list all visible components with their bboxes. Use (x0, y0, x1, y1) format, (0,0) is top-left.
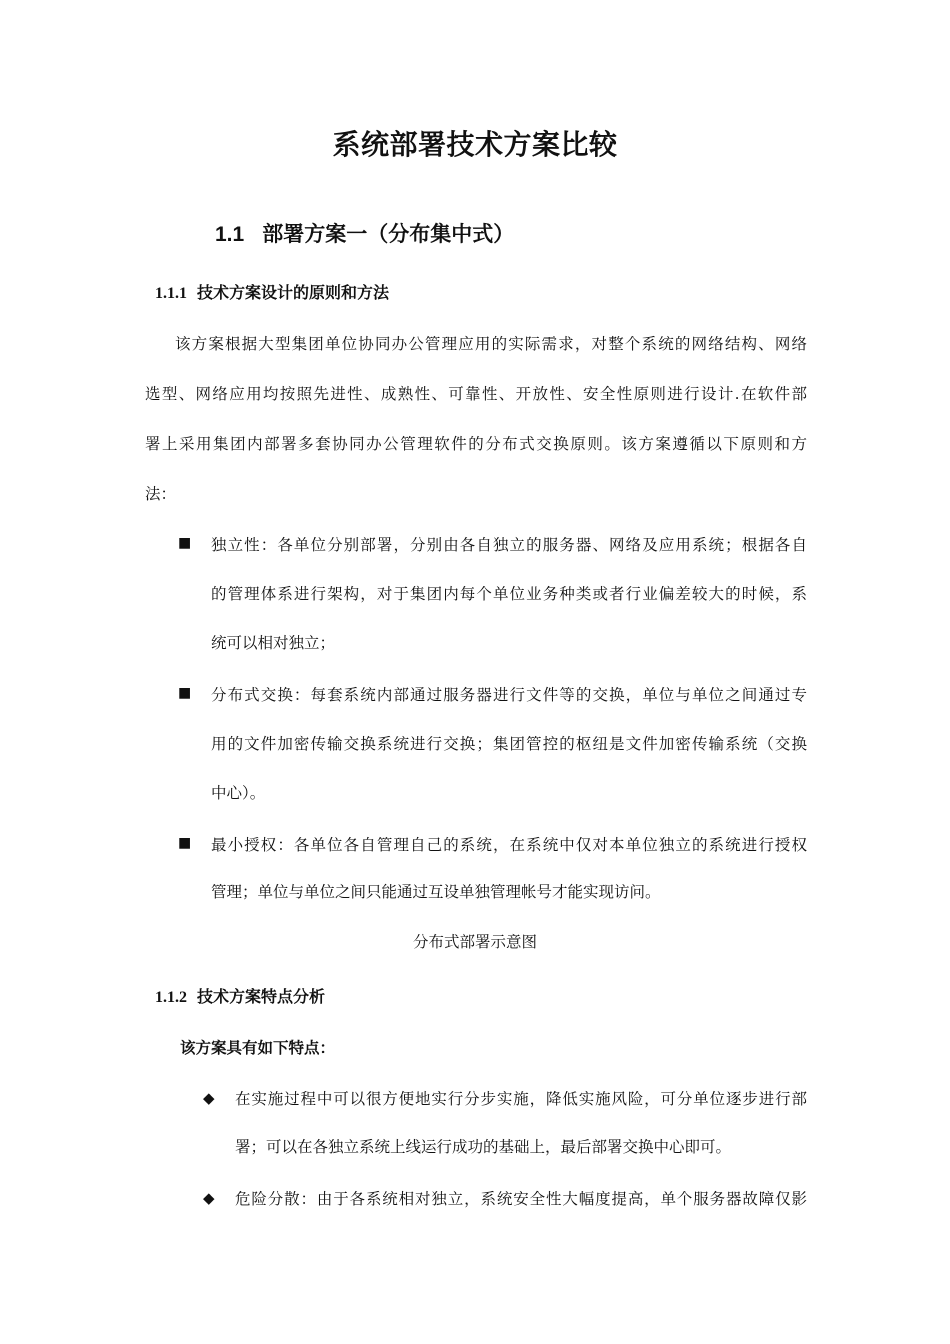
subsection-number: 1.1.1 (155, 285, 187, 302)
subsection-title: 技术方案特点分析 (197, 987, 326, 1006)
subsection-title: 技术方案设计的原则和方法 (197, 283, 390, 302)
square-bullet-icon: ■ (178, 535, 192, 551)
section-number: 1.1 (215, 223, 245, 246)
paragraph-line: 选型、网络应用均按照先进性、成熟性、可靠性、开放性、安全性原则进行设计.在软件部 (145, 385, 807, 403)
subsection-heading-1-1-2 (155, 984, 325, 1007)
section-heading-1-1 (215, 218, 514, 248)
list-item-line: 危险分散：由于各系统相对独立，系统安全性大幅度提高，单个服务器故障仅影 (235, 1190, 807, 1208)
list-item-line: 用的文件加密传输交换系统进行交换；集团管控的枢纽是文件加密传输系统（交换 (211, 735, 807, 753)
list-item-line: 在实施过程中可以很方便地实行分步实施，降低实施风险，可分单位逐步进行部 (235, 1090, 807, 1108)
subsection-number: 1.1.2 (155, 989, 187, 1006)
square-bullet-icon: ■ (178, 835, 192, 851)
list-item-line: 最小授权：各单位各自管理自己的系统，在系统中仅对本单位独立的系统进行授权 (211, 836, 807, 854)
figure-caption: 分布式部署示意图 (412, 933, 537, 951)
list-item-line: 的管理体系进行架构，对于集团内每个单位业务种类或者行业偏差较大的时候，系 (211, 585, 807, 603)
paragraph-line: 署上采用集团内部署多套协同办公管理软件的分布式交换原则。该方案遵循以下原则和方 (145, 435, 807, 453)
subsection-heading-1-1-1 (155, 280, 389, 303)
document-title: 系统部署技术方案比较 (332, 128, 618, 161)
list-item-line: 统可以相对独立； (211, 634, 336, 652)
diamond-bullet-icon: ◆ (203, 1089, 215, 1107)
list-item-line: 独立性：各单位分别部署，分别由各自独立的服务器、网络及应用系统；根据各自 (211, 536, 807, 554)
diamond-bullet-icon: ◆ (203, 1189, 215, 1207)
square-bullet-icon: ■ (178, 685, 192, 701)
paragraph-line: 该方案根据大型集团单位协同办公管理应用的实际需求，对整个系统的网络结构、网络 (175, 335, 807, 353)
list-item-line: 分布式交换：每套系统内部通过服务器进行文件等的交换，单位与单位之间通过专 (211, 686, 807, 704)
list-item-line: 管理；单位与单位之间只能通过互设单独管理帐号才能实现访问。 (211, 883, 661, 901)
list-item-line: 署；可以在各独立系统上线运行成功的基础上，最后部署交换中心即可。 (235, 1138, 732, 1156)
paragraph-line: 法： (145, 485, 177, 503)
section-title: 部署方案一（分布集中式） (262, 222, 515, 246)
list-item-line: 中心）。 (211, 784, 266, 802)
features-intro: 该方案具有如下特点： (180, 1039, 336, 1057)
